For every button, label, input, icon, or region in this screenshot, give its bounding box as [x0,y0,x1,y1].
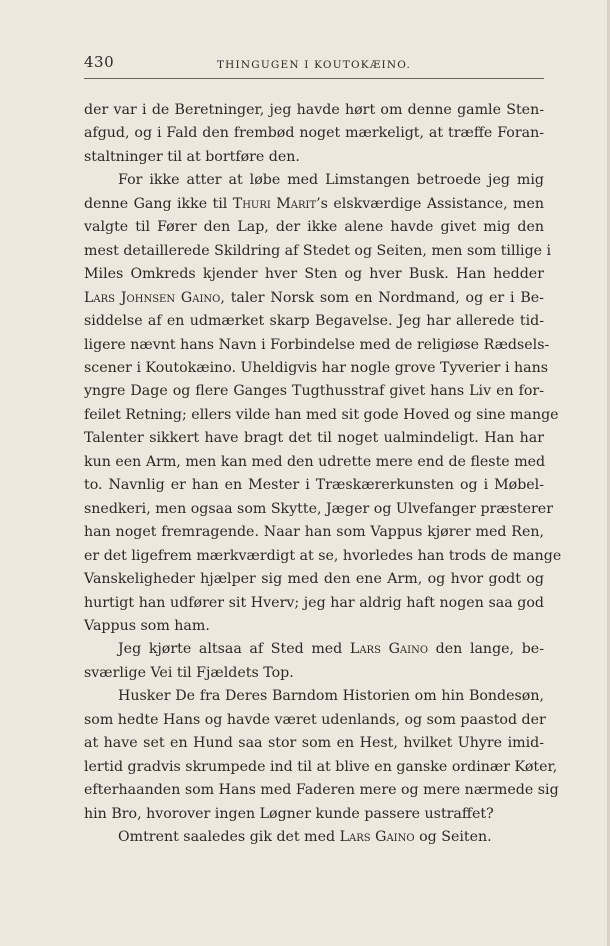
text-line: er det ligefrem mærkværdigt at se, hvorledes han trods de mange [84,547,562,564]
text-line: som hedte Hans og havde været udenlands, og som paastod der [84,711,546,728]
small-caps-name: Lars Gaino [349,641,429,658]
text-line: staltninger til at bortføre den. [84,148,300,165]
text-segment: Omtrent saaledes gik det med [118,829,340,846]
text-line: siddelse af en udmærket skarp Begavelse. Jeg har allerede tid- [84,313,544,330]
text-line: mest detaillerede Skildring af Stedet og Seiten, men som tillige i [84,242,552,259]
page-number: 430 [84,53,115,71]
text-line [84,193,544,216]
text-line: Talenter sikkert have bragt det til noget ualmindeligt. Han har [84,430,544,447]
text-line: hin Bro, hvorover ingen Løgner kunde passere ustraffet? [84,805,494,822]
text-segment: ’s elskværdige Assistance, men [316,195,545,212]
text-line: afgud, og i Fald den frembød noget mærkeligt, at træffe Foran- [84,125,544,142]
text-line: valgte til Fører den Lap, der ikke alene havde givet mig den [84,219,544,236]
text-line: der var i de Beretninger, jeg havde hørt om denne gamle Sten- [84,102,544,118]
text-line: efterhaanden som Hans med Faderen mere og mere nærmede sig [84,782,559,799]
small-caps-name: Thuri Marit [232,195,317,212]
text-segment: denne Gang ikke til [84,195,233,212]
text-segment: den lange, be- [428,641,544,658]
text-line: snedkeri, men ogsaa som Skytte, Jæger og Ulvefanger præsterer [84,500,553,517]
text-line: Husker De fra Deres Barndom Historien om hin Bondesøn, [118,688,544,705]
text-line [84,287,544,310]
header-rule [84,78,544,79]
text-line: at have set en Hund saa stor som en Hest, hvilket Uhyre imid- [84,735,544,752]
text-line: ligere nævnt hans Navn i Forbindelse med de religiøse Rædsels- [84,336,550,353]
small-caps-name: Lars Johnsen Gaino [84,289,221,306]
text-line: feilet Retning; ellers vilde han med sit gode Hoved og sine mange [84,406,559,423]
body-text [84,99,562,850]
text-segment: Jeg kjørte altsaa af Sted med [118,641,350,658]
text-line: hurtigt han udfører sit Hverv; jeg har aldrig haft nogen saa god [84,594,544,611]
small-caps-name: Lars Gaino [339,829,415,846]
text-line: yngre Dage og flere Ganges Tugthusstraf givet hans Liv en for- [84,383,544,400]
text-line: sværlige Vei til Fjældets Top. [84,664,294,681]
text-line: scener i Koutokæino. Uheldigvis har nogle grove Tyverier i hans [84,359,549,376]
text-line [84,638,544,661]
text-line: lertid gradvis skrumpede ind til at blive en ganske ordinær Køter, [84,758,558,775]
text-line: Miles Omkreds kjender hver Sten og hver Busk. Han hedder [84,266,544,283]
text-line: Vanskeligheder hjælper sig med den ene Arm, og hvor godt og [84,571,544,588]
text-line: kun een Arm, men kan med den udrette mere end de fleste med [84,453,546,470]
text-line: For ikke atter at løbe med Limstangen betroede jeg mig [118,172,544,189]
text-segment: , taler Norsk som en Nordmand, og er i Be- [220,289,544,306]
text-line: Vappus som ham. [84,617,210,634]
text-line [84,826,544,849]
running-head: THINGUGEN I KOUTOKÆINO. [216,59,412,71]
text-line: han noget fremragende. Naar han som Vappus kjører med Ren, [84,524,544,541]
text-segment: og Seiten. [414,829,492,846]
text-line: to. Navnlig er han en Mester i Træskærerkunsten og i Møbel- [84,477,544,494]
